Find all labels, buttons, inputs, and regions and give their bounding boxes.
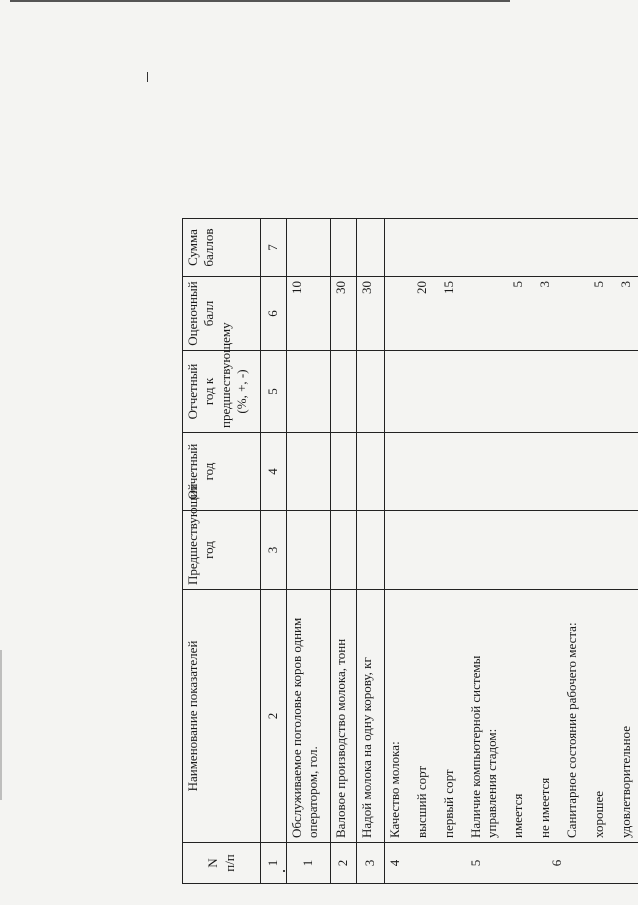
header-score: Оценочный балл	[183, 277, 261, 351]
colnum-7: 7	[261, 219, 287, 277]
group-cell-sum	[385, 219, 638, 277]
colnum-6: 6	[261, 277, 287, 351]
scan-edge-shadow	[0, 650, 2, 800]
row-sum	[357, 219, 385, 277]
spacer	[495, 847, 522, 879]
row-prev-year	[357, 511, 385, 590]
spacer	[522, 847, 549, 879]
sub-indicator: имеется	[510, 793, 525, 838]
header-report-year: Отчетный год	[183, 433, 261, 511]
row-number: 5	[468, 859, 483, 867]
row-score: 10	[287, 277, 331, 351]
rotated-table-page	[182, 219, 633, 884]
colnum-5: 5	[261, 351, 287, 433]
sub-indicator: высший сорт	[414, 765, 429, 838]
row-indicator: Надой молока на одну корову, кг	[357, 590, 385, 843]
row-report-year	[287, 433, 331, 511]
table-row	[357, 219, 385, 884]
row-ratio	[287, 351, 331, 433]
row-score: 30	[331, 277, 357, 351]
row-ratio	[331, 351, 357, 433]
spacer	[468, 281, 510, 346]
sub-score: 5	[591, 281, 606, 288]
row-prev-year	[287, 511, 331, 590]
sub-score: 5	[510, 281, 525, 288]
group-cell-prev-year	[385, 511, 638, 590]
group-cell-ratio	[385, 351, 638, 433]
colnum-3: 3	[261, 511, 287, 590]
spacer	[564, 281, 591, 346]
row-number: 3	[357, 843, 385, 884]
row-report-year	[331, 433, 357, 511]
row-number: 2	[331, 843, 357, 884]
header-name: Наименование показателей	[183, 590, 261, 843]
group-cell-indicators	[385, 590, 638, 843]
spacer	[414, 847, 441, 879]
header-ratio: Отчетный год к предшествующему (%, +, -)	[183, 351, 261, 433]
row-sum	[287, 219, 331, 277]
colnum-2: 2	[261, 590, 287, 843]
column-number-row	[261, 219, 287, 884]
top-scan-rule	[10, 0, 510, 2]
table-row	[331, 219, 357, 884]
row-indicator: Наличие компьютерной системы управления стадом:	[468, 655, 500, 838]
header-n: N п/п	[183, 843, 261, 884]
row-indicator: Валовое производство молока, тонн	[331, 590, 357, 843]
sub-score: 3	[618, 281, 633, 288]
spacer	[387, 281, 414, 346]
indicators-table	[182, 218, 638, 884]
row-ratio	[357, 351, 385, 433]
sub-score: 3	[537, 281, 552, 288]
header-row	[183, 219, 261, 884]
row-number: 4	[387, 859, 402, 867]
row-score: 30	[357, 277, 385, 351]
sub-score: 15	[441, 281, 456, 294]
spacer	[441, 847, 468, 879]
row-report-year	[357, 433, 385, 511]
table-row	[287, 219, 331, 884]
group-cell-scores	[385, 277, 638, 351]
group-cell-n	[385, 843, 638, 884]
sub-indicator: хорошее	[591, 790, 606, 838]
header-sum: Сумма баллов	[183, 219, 261, 277]
row-indicator: Санитарное состояние рабочего места:	[564, 622, 579, 838]
sub-indicator: не имеется	[537, 777, 552, 838]
header-prev-year: Предшествующий год	[183, 511, 261, 590]
sub-score: 20	[414, 281, 429, 294]
group-cell-report-year	[385, 433, 638, 511]
row-indicator: Обслуживаемое поголовье коров одним оператором, гол.	[287, 590, 331, 843]
row-number: 1	[287, 843, 331, 884]
scan-tick-mark	[147, 72, 148, 82]
row-indicator: Качество молока:	[387, 741, 402, 838]
row-number: 6	[549, 859, 564, 867]
row-prev-year	[331, 511, 357, 590]
colnum-4: 4	[261, 433, 287, 511]
colnum-1: 1	[261, 843, 287, 884]
row-sum	[331, 219, 357, 277]
sub-indicator: первый сорт	[441, 769, 456, 838]
sub-indicator: удовлетворительное	[618, 726, 633, 838]
